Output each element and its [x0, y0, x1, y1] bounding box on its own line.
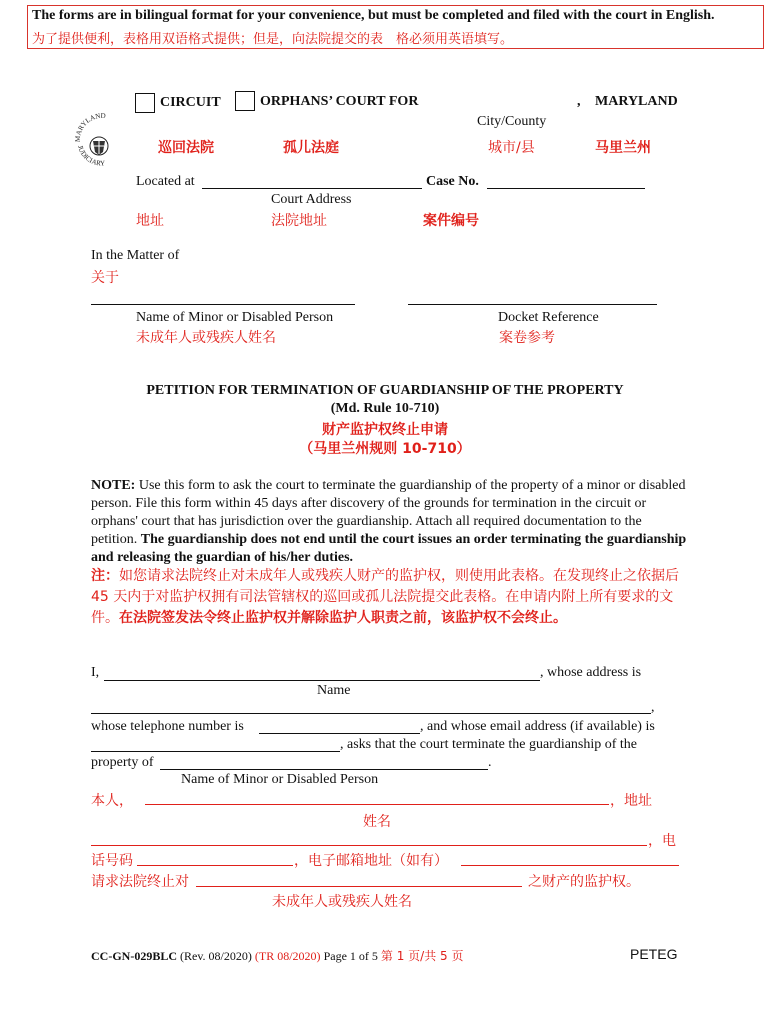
- whose-address-label: , whose address is: [540, 665, 642, 680]
- petitioner-address-field[interactable]: [91, 713, 651, 714]
- note-bold-text-zh: 在法院签发法令终止监护权并解除监护人职责之前，该监护权不会终止。: [119, 610, 567, 626]
- form-code: PETEG: [630, 946, 678, 962]
- note-bold-text: The guardianship does not end until the court issues an order terminating the guardianship and releasing the guardian of his/her duties.: [91, 532, 687, 565]
- email-label-zh: ，电子邮箱地址（如有）: [294, 853, 448, 869]
- case-number-label: Case No.: [426, 174, 479, 189]
- petition-i: I,: [91, 665, 100, 680]
- note-paragraph: [91, 477, 691, 567]
- minor-name-petition-field-zh[interactable]: [196, 886, 522, 887]
- bilingual-notice-banner: [27, 5, 764, 49]
- orphans-court-label-zh: 孤儿法庭: [283, 140, 339, 156]
- svg-text:JUDICIARY: JUDICIARY: [76, 144, 106, 168]
- minor-name-label-zh: 未成年人或残疾人姓名: [136, 330, 276, 346]
- form-rule: (Md. Rule 10-710): [330, 401, 440, 416]
- svg-text:MARYLAND: MARYLAND: [73, 111, 106, 143]
- email-field-zh[interactable]: [461, 865, 679, 866]
- address-label-zh: 地址: [136, 213, 164, 229]
- page-number-zh: 第 1 页/共 5 页: [380, 949, 464, 963]
- comma-tel-zh: ，电: [648, 833, 676, 849]
- maryland-label: MARYLAND: [595, 94, 678, 109]
- court-address-label-zh: 法院地址: [271, 213, 327, 229]
- maryland-label-zh: 马里兰州: [595, 140, 651, 156]
- minor-name-petition-field[interactable]: [160, 769, 488, 770]
- note-text: Use this form to ask the court to terminate the guardianship of the property of a minor or disabled person. File this form within 45 days after discovery of the grounds for termination in the circuit or orphans' court that has jurisdiction over the guardianship. Attach all required documentation to the petition.: [91, 478, 686, 547]
- comma-separator: ,: [577, 94, 581, 109]
- city-county-input[interactable]: [440, 96, 570, 112]
- petitioner-name-field[interactable]: [104, 680, 540, 681]
- minor-name-label: Name of Minor or Disabled Person: [136, 310, 334, 325]
- note-text-zh: 如您请求法院终止对未成年人或残疾人财产的监护权，则使用此表格。在发现终止之依据后 45 天内于对监护权拥有司法管辖权的巡回或孤儿法院提交此表格。在申请内附上所有要求的文件。: [91, 568, 679, 626]
- note-label-zh: 注：: [91, 568, 119, 584]
- whose-phone-label: whose telephone number is: [91, 719, 244, 734]
- orphans-court-checkbox[interactable]: [235, 91, 255, 111]
- petition-period: .: [488, 755, 492, 770]
- name-label: Name: [317, 683, 351, 698]
- banner-chinese-text: 为了提供便利，表格用双语格式提供；但是，向法院提交的表 格必须用英语填写。: [32, 32, 514, 47]
- case-number-field[interactable]: [487, 188, 645, 189]
- court-address-label: Court Address: [271, 192, 352, 207]
- petitioner-name-field-zh[interactable]: [145, 804, 609, 805]
- banner-english-text: The forms are in bilingual format for your convenience, but must be completed and filed with the court in English.: [32, 8, 715, 23]
- city-county-label-zh: 城市/县: [488, 140, 535, 156]
- court-address-field[interactable]: [202, 188, 422, 189]
- petition-i-zh: 本人，: [91, 793, 133, 809]
- request-label-zh: 请求法院终止对: [91, 874, 189, 890]
- minor-name-petition-label: Name of Minor or Disabled Person: [181, 772, 379, 787]
- footer-form-info: [91, 947, 463, 964]
- asks-terminate-text: , asks that the court terminate the guardianship of the: [340, 737, 638, 752]
- docket-reference-label-zh: 案卷参考: [499, 330, 555, 346]
- circuit-court-checkbox[interactable]: [135, 93, 155, 113]
- address-label-zh-petition: ，地址: [610, 793, 652, 809]
- email-label: , and whose email address (if available) is: [420, 719, 655, 734]
- petitioner-address-field-zh[interactable]: [91, 845, 647, 846]
- translation-revision: (TR 08/2020): [254, 949, 321, 963]
- in-the-matter-label-zh: 关于: [91, 270, 119, 286]
- property-of-label: property of: [91, 755, 154, 770]
- circuit-label: CIRCUIT: [160, 95, 221, 110]
- form-title-zh: 财产监护权终止申请: [322, 422, 448, 438]
- address-comma: ,: [651, 700, 655, 715]
- maryland-judiciary-seal: [72, 108, 130, 170]
- form-revision: (Rev. 08/2020): [177, 949, 255, 963]
- minor-name-petition-label-zh: 未成年人或残疾人姓名: [272, 894, 412, 910]
- property-label-zh: 之财产的监护权。: [528, 874, 640, 890]
- minor-name-field[interactable]: [91, 304, 355, 305]
- form-title: PETITION FOR TERMINATION OF GUARDIANSHIP OF THE PROPERTY: [146, 383, 624, 398]
- page-number: Page 1 of 5: [320, 949, 381, 963]
- city-county-label: City/County: [477, 114, 547, 129]
- in-the-matter-label: In the Matter of: [91, 248, 180, 263]
- docket-reference-label: Docket Reference: [498, 310, 599, 325]
- phone-label-zh: 话号码: [91, 853, 133, 869]
- docket-reference-field[interactable]: [408, 304, 657, 305]
- phone-field-zh[interactable]: [137, 865, 293, 866]
- form-rule-zh: （马里兰州规则 10-710）: [299, 441, 471, 457]
- case-number-label-zh: 案件编号: [423, 213, 479, 229]
- phone-field[interactable]: [259, 733, 420, 734]
- note-paragraph-zh: [91, 566, 691, 629]
- orphans-court-label: ORPHANS’ COURT FOR: [260, 94, 419, 109]
- form-id: CC-GN-029BLC: [91, 949, 177, 963]
- located-at-label: Located at: [136, 174, 195, 189]
- name-label-zh: 姓名: [363, 814, 391, 830]
- note-label: NOTE:: [91, 478, 136, 493]
- email-field[interactable]: [91, 751, 340, 752]
- circuit-label-zh: 巡回法院: [158, 140, 214, 156]
